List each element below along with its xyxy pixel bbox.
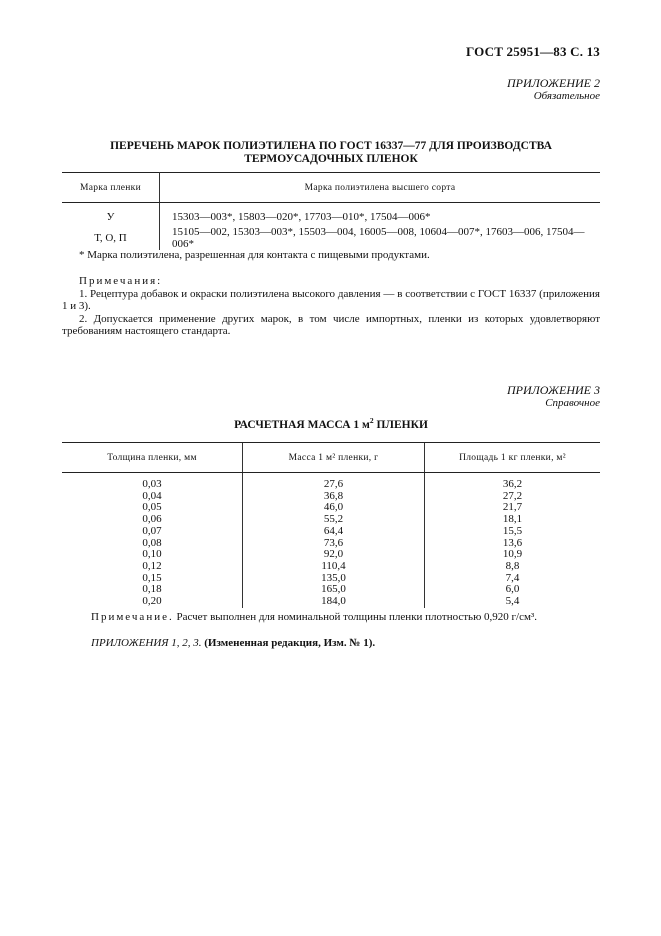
appendix-2-notes [62, 275, 600, 338]
table-cell: 0,03 [142, 478, 162, 490]
column-header-film-grade: Марка пленки [62, 173, 160, 203]
table-cell: 0,04 [142, 489, 162, 502]
table-cell: 64,4 [243, 526, 425, 538]
amendment-edition: (Измененная редакция, Изм. № 1). [201, 637, 376, 649]
amendment-reference [91, 637, 375, 649]
table-cell: 0,18 [142, 583, 162, 596]
table-cell: 36,2 [425, 473, 601, 491]
table-cell: 46,0 [243, 502, 425, 514]
table-cell: 6,0 [425, 584, 601, 596]
appendix-2-label [507, 77, 600, 103]
table-cell: У [62, 203, 160, 227]
note-item: 1. Рецептура добавок и окраски полиэтилена высокого давления — в соответствии с ГОСТ 16337 (приложения 1 и 3). [62, 287, 600, 312]
column-header-polyethylene-grade: Марка полиэтилена высшего сорта [160, 173, 601, 203]
polyethylene-grades-table [62, 172, 600, 250]
table-cell: 27,6 [243, 473, 425, 491]
appendix-2-heading-line1: ПЕРЕЧЕНЬ МАРОК ПОЛИЭТИЛЕНА ПО ГОСТ 16337—77 ДЛЯ ПРОИЗВОДСТВА [110, 140, 552, 152]
table-row [62, 226, 600, 250]
table-cell: 0,10 [142, 548, 162, 561]
table-row [62, 561, 600, 573]
table-cell: 165,0 [243, 584, 425, 596]
table-cell: 73,6 [243, 538, 425, 550]
table-cell: 0,20 [142, 595, 162, 608]
appendix-3-title: ПРИЛОЖЕНИЕ 3 [507, 383, 600, 397]
table-cell: Т, О, П [62, 226, 160, 250]
appendix-3-heading [62, 416, 600, 431]
appendix-3-heading-pre: РАСЧЕТНАЯ МАССА 1 м [234, 418, 370, 431]
table-cell: 27,2 [425, 491, 601, 503]
column-header-thickness: Толщина пленки, мм [62, 443, 243, 473]
table-cell: 0,12 [142, 559, 162, 572]
table-cell: 0,07 [142, 524, 162, 537]
appendix-2-heading [62, 140, 600, 166]
table-cell: 8,8 [425, 561, 601, 573]
table-cell: 18,1 [425, 514, 601, 526]
table-cell: 0,08 [142, 536, 162, 549]
table-cell: 7,4 [425, 573, 601, 585]
table-cell: 36,8 [243, 491, 425, 503]
table-header-row [62, 443, 600, 473]
appendix-3-label [507, 384, 600, 410]
appendix-3-status: Справочное [545, 397, 600, 409]
table-cell: 15,5 [425, 526, 601, 538]
table-row [62, 596, 600, 608]
appendix-2-heading-line2: ТЕРМОУСАДОЧНЫХ ПЛЕНОК [244, 153, 418, 165]
table-cell: 110,4 [243, 561, 425, 573]
column-header-area: Площадь 1 кг пленки, м² [425, 443, 601, 473]
table-cell: 0,05 [142, 501, 162, 514]
table-cell: 13,6 [425, 538, 601, 550]
table-cell: 10,9 [425, 549, 601, 561]
notes-heading: Примечания: [79, 275, 163, 287]
table-footnote: * Марка полиэтилена, разрешенная для контакта с пищевыми продуктами. [79, 249, 430, 261]
table-row [62, 203, 600, 227]
table-cell: 5,4 [425, 596, 601, 608]
table-cell: 184,0 [243, 596, 425, 608]
note-text: Расчет выполнен для номинальной толщины пленки плотностью 0,920 г/см³. [173, 611, 538, 623]
table-cell: 0,06 [142, 513, 162, 526]
appendix-2-status: Обязательное [533, 90, 600, 102]
note-item: 2. Допускается применение других марок, в том числе импортных, пленки из которых удовлетворяют требованиям настоящего стандарта. [62, 312, 600, 337]
amendment-appendices: ПРИЛОЖЕНИЯ 1, 2, 3. [91, 637, 202, 649]
table-cell: 92,0 [243, 549, 425, 561]
table-row [62, 473, 600, 491]
appendix-3-heading-post: ПЛЕНКИ [373, 418, 428, 431]
table-header-row [62, 173, 600, 203]
appendix-3-heading-sup: 2 [369, 416, 374, 425]
table-row [62, 526, 600, 538]
appendix-2-title: ПРИЛОЖЕНИЕ 2 [507, 76, 600, 90]
appendix-3-note [91, 611, 537, 623]
table-cell: 135,0 [243, 573, 425, 585]
film-mass-table [62, 442, 600, 608]
table-cell: 15105—002, 15303—003*, 15503—004, 16005—008, 10604—007*, 17603—006, 17504—006* [172, 226, 585, 250]
table-cell: 15303—003*, 15803—020*, 17703—010*, 17504—006* [172, 211, 431, 223]
page-header: ГОСТ 25951—83 С. 13 [466, 44, 600, 59]
table-cell: 55,2 [243, 514, 425, 526]
column-header-mass: Масса 1 м² пленки, г [243, 443, 425, 473]
table-cell: 21,7 [425, 502, 601, 514]
table-cell: 0,15 [142, 571, 162, 584]
note-heading: Примечание. [91, 611, 174, 623]
